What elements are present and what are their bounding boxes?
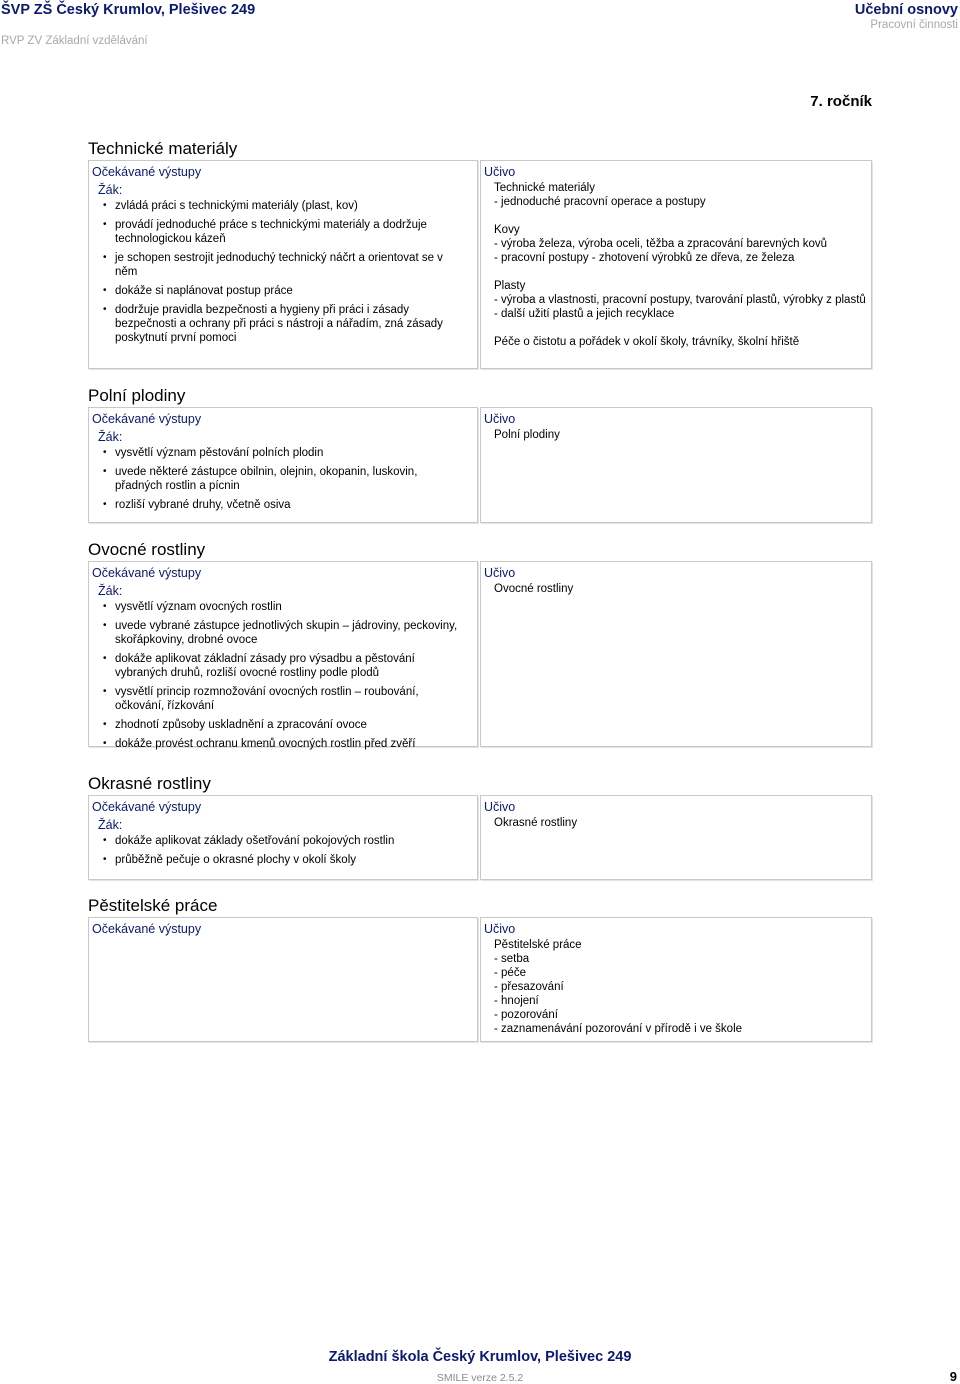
header-right-subtitle: Pracovní činnosti [870,19,958,31]
list-item: • zvládá práci s technickými materiály (plast, kov) [92,199,477,213]
expected-outputs-box [88,795,478,880]
curriculum-line: - zaznamenávání pozorování v přírodě i ve škole [494,1023,743,1035]
curriculum-box [480,407,872,523]
curriculum-box [480,795,872,880]
curriculum-group [494,279,867,321]
footer-version: SMILE verze 2.5.2 [436,1372,524,1384]
header-left-title: ŠVP ZŠ Český Krumlov, Plešivec 249 [1,2,256,18]
curriculum-content [494,816,867,830]
curriculum-box [480,917,872,1042]
curriculum-content [494,938,867,1036]
list-item: • dodržuje pravidla bezpečnosti a hygieny při práci i zásady bezpečnosti a ochrany při práci s nástroji a nářadím, zná zásady poskytnutí první pomoci [92,303,477,345]
curriculum-line: - péče [494,967,526,979]
grade-label: 7. ročník [810,93,872,110]
curriculum-box [480,561,872,747]
outputs-list [92,199,477,345]
curriculum-group [494,181,867,209]
curriculum-content [494,428,867,442]
curriculum-group [494,816,867,830]
list-item: • vysvětlí význam ovocných rostlin [92,600,477,614]
header-left-subtitle: RVP ZV Základní vzdělávání [1,35,148,47]
curriculum-line: Okrasné rostliny [494,817,578,829]
curriculum-group [494,335,867,349]
header-right-title: Učební osnovy [854,2,958,18]
section-boxes [88,561,872,750]
curriculum-line: Polní plodiny [494,429,560,441]
pupil-label: Žák: [98,183,123,197]
list-item: • je schopen sestrojit jednoduchý technický náčrt a orientovat se v něm [92,251,477,279]
list-item: • vysvětlí princip rozmnožování ovocných rostlin – roubování, očkování, řízkování [92,685,477,713]
curriculum-line: Péče o čistotu a pořádek v okolí školy, trávníky, školní hřiště [494,336,800,348]
section-boxes [88,795,872,880]
curriculum-group [494,938,867,1036]
outputs-list [92,834,477,867]
curriculum-box [480,160,872,369]
list-item: • uvede vybrané zástupce jednotlivých skupin – jádroviny, peckoviny, skořápkoviny, drobné ovoce [92,619,477,647]
section-boxes [88,917,872,1042]
curriculum-group [494,428,867,442]
expected-outputs-heading: Očekávané výstupy [92,165,202,179]
list-item: • vysvětlí význam pěstování polních plodin [92,446,477,460]
footer-school: Základní škola Český Krumlov, Plešivec 249 [328,1349,632,1365]
section-title: Polní plodiny [88,386,186,405]
expected-outputs-box [88,917,478,1042]
expected-outputs-heading: Očekávané výstupy [92,922,202,936]
curriculum-line: Pěstitelské práce [494,939,582,951]
section-boxes [88,160,872,369]
curriculum-line: - přesazování [494,981,564,993]
curriculum-content [494,181,867,349]
curriculum-heading: Učivo [484,922,516,936]
expected-outputs-heading: Očekávané výstupy [92,412,202,426]
pupil-label: Žák: [98,430,123,444]
list-item: • zhodnotí způsoby uskladnění a zpracování ovoce [92,718,477,732]
list-item: • rozliší vybrané druhy, včetně osiva [92,498,477,512]
list-item: • průběžně pečuje o okrasné plochy v okolí školy [92,853,477,867]
list-item: • dokáže aplikovat základy ošetřování pokojových rostlin [92,834,477,848]
curriculum-line: Technické materiály [494,182,595,194]
section-1 [88,384,872,523]
curriculum-heading: Učivo [484,566,516,580]
curriculum-group [494,582,867,596]
pupil-label: Žák: [98,584,123,598]
expected-outputs-box [88,160,478,369]
curriculum-heading: Učivo [484,412,516,426]
expected-outputs-heading: Očekávané výstupy [92,800,202,814]
list-item: • dokáže si naplánovat postup práce [92,284,477,298]
curriculum-line: - další užití plastů a jejich recyklace [494,308,675,320]
expected-outputs-box [88,561,478,750]
expected-outputs-heading: Očekávané výstupy [92,566,202,580]
list-item: • uvede některé zástupce obilnin, olejnin, okopanin, luskovin, přadných rostlin a pícnin [92,465,477,493]
section-0 [88,137,872,369]
expected-outputs-box [88,407,478,523]
curriculum-line: - jednoduché pracovní operace a postupy [494,196,706,208]
curriculum-content [494,582,867,596]
outputs-list [92,446,477,512]
curriculum-line: - pracovní postupy - zhotovení výrobků ze dřeva, ze železa [494,252,795,264]
curriculum-line: Plasty [494,280,526,292]
section-2 [88,538,872,750]
curriculum-line: - setba [494,953,530,965]
list-item: • dokáže provést ochranu kmenů ovocných rostlin před zvěří [92,737,477,751]
section-boxes [88,407,872,523]
section-3 [88,772,872,880]
curriculum-heading: Učivo [484,800,516,814]
curriculum-line: Ovocné rostliny [494,583,574,595]
pupil-label: Žák: [98,818,123,832]
section-title: Pěstitelské práce [88,896,218,915]
curriculum-line: - hnojení [494,995,539,1007]
curriculum-line: Kovy [494,224,520,236]
page-number: 9 [949,1369,957,1384]
curriculum-line: - výroba železa, výroba oceli, těžba a zpracování barevných kovů [494,238,828,250]
list-item: • dokáže aplikovat základní zásady pro výsadbu a pěstování vybraných druhů, rozliší ovocné rostliny podle plodů [92,652,477,680]
section-title: Ovocné rostliny [88,540,206,559]
section-title: Technické materiály [88,139,238,158]
curriculum-heading: Učivo [484,165,516,179]
curriculum-group [494,223,867,265]
outputs-list [92,600,477,751]
section-4 [88,894,872,1042]
curriculum-line: - pozorování [494,1009,558,1021]
curriculum-line: - výroba a vlastnosti, pracovní postupy, tvarování plastů, výrobky z plastů [494,294,866,306]
list-item: • provádí jednoduché práce s technickými materiály a dodržuje technologickou kázeň [92,218,477,246]
section-title: Okrasné rostliny [88,774,211,793]
